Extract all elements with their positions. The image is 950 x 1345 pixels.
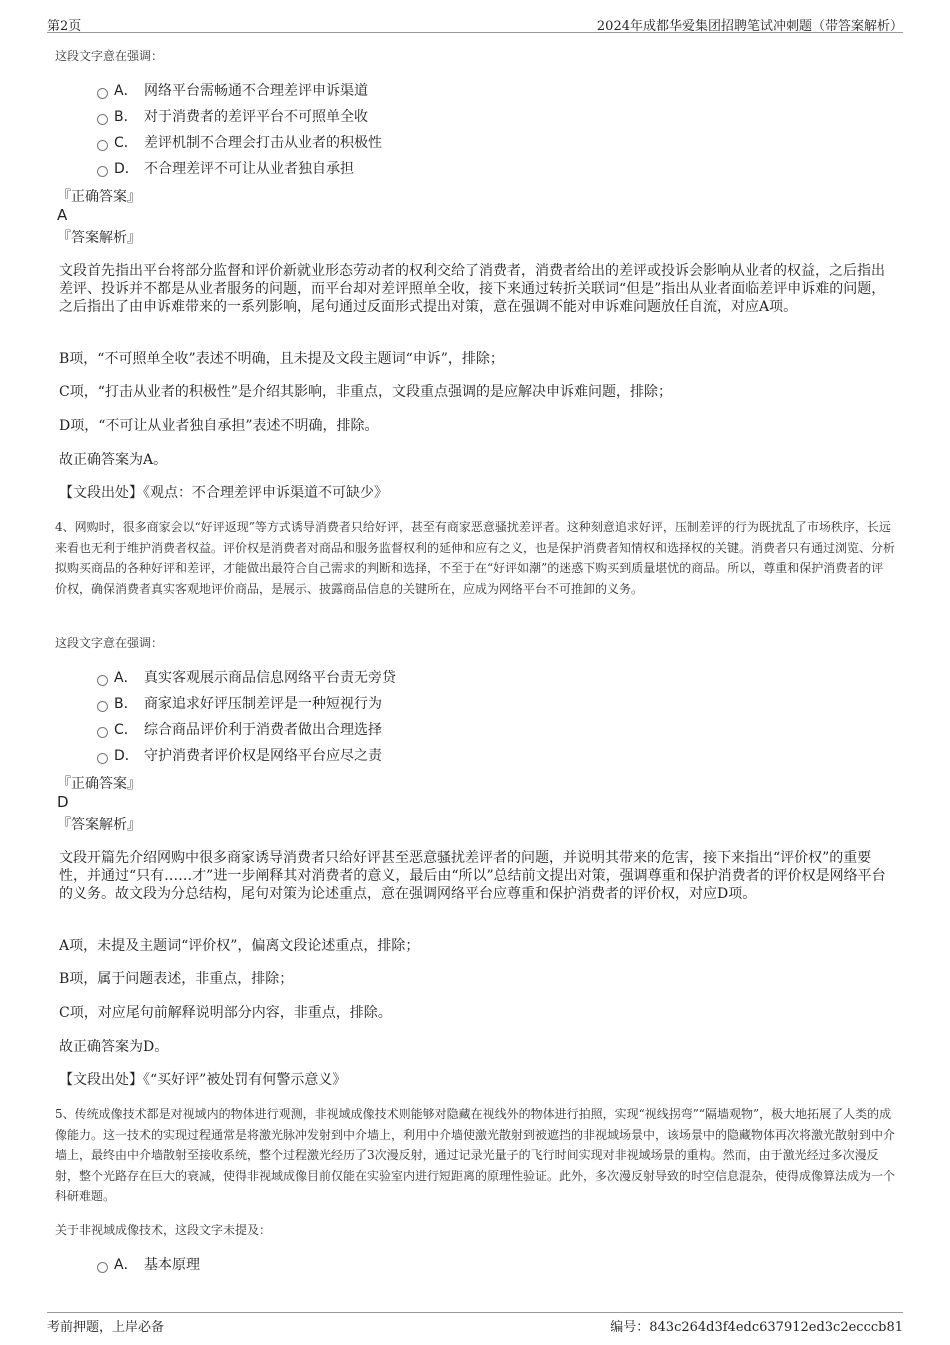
- question-passage: 5、传统成像技术都是对视域内的物体进行观测，非视域成像技术则能够对隐藏在视线外的物体进行拍照，实现“视线拐弯”“隔墙观物”，极大地拓展了人类的成像能力。这一技术的实现过程通常是将激光脉冲发射到中介墙上，利用中介墙使激光散射到被遮挡的非视域场景中，该场景中的隐藏物体再次将激光散射到中介墙上，最终由中介墙散射至接收系统，整个过程激光经历了3次漫反射，通过记录光量子的飞行时间实现对非视域场景的重构。然而，由于激光经过多次漫反射，整个光路存在巨大的衰减，使得非视域成像目前仅能在实验室内进行短距离的原理性验证。此外，多次漫反射导致的时空信息混杂，使得成像算法成为一个科研难题。: [55, 1107, 896, 1203]
- question-stem: 这段文字意在强调：: [55, 636, 164, 650]
- page-footer: [47, 1312, 903, 1335]
- page-number: 第2页: [47, 19, 82, 34]
- analysis-line: 故正确答案为A。: [59, 452, 168, 468]
- radio-icon[interactable]: [97, 753, 108, 764]
- radio-icon[interactable]: [97, 727, 108, 738]
- analysis-line: 故正确答案为D。: [59, 1039, 169, 1055]
- analysis-text: 文段首先指出平台将部分监督和评价新就业形态劳动者的权利交给了消费者，消费者给出的差评或投诉会影响从业者的权益，之后指出差评、投诉并不都是从业者服务的问题，而平台却对差评照单全收，接下来通过转折关联词“但是”指出从业者面临差评申诉难的问题，之后指出了由申诉难带来的一系列影响，尾句通过反面形式提出对策，意在强调不能对申诉难问题放任自流，对应A项。: [59, 263, 886, 315]
- radio-icon[interactable]: [97, 114, 108, 125]
- analysis-line: C项，“打击从业者的积极性”是介绍其影响，非重点，文段重点强调的是应解决申诉难问题，排除；: [59, 384, 673, 400]
- question-stem: 关于非视域成像技术，这段文字未提及：: [55, 1223, 272, 1237]
- source-citation: 【文段出处】《观点：不合理差评申诉渠道不可缺少》: [59, 485, 388, 501]
- radio-icon[interactable]: [97, 166, 108, 177]
- question-stem: 这段文字意在强调：: [55, 49, 164, 63]
- document-title: 2024年成都华爱集团招聘笔试冲刺题（带答案解析）: [596, 19, 903, 34]
- analysis-text: 文段开篇先介绍网购中很多商家诱导消费者只给好评甚至恶意骚扰差评者的问题，并说明其带来的危害，接下来指出“评价权”的重要性，并通过“只有……才”进一步阐释其对消费者的意义，最后由“所以”总结前文提出对策，强调尊重和保护消费者的评价权是网络平台的义务。故文段为分总结构，尾句对策为论述重点，意在强调网络平台应尊重和保护消费者的评价权，对应D项。: [59, 850, 886, 902]
- correct-answer: A: [57, 206, 68, 224]
- analysis-line: C项，对应尾句前解释说明部分内容，非重点，排除。: [59, 1005, 392, 1021]
- radio-icon[interactable]: [97, 675, 108, 686]
- radio-icon[interactable]: [97, 1262, 108, 1273]
- analysis-label: 『答案解析』: [57, 230, 141, 246]
- answer-label: 『正确答案』: [57, 189, 141, 205]
- answer-label: 『正确答案』: [57, 776, 141, 792]
- analysis-line: A项，未提及主题词“评价权”，偏离文段论述重点，排除；: [59, 938, 420, 954]
- footer-slogan: 考前押题，上岸必备: [47, 1320, 165, 1335]
- analysis-label: 『答案解析』: [57, 817, 141, 833]
- document-id: 编号：843c264d3f4edc637912ed3c2ecccb81: [610, 1320, 903, 1335]
- analysis-line: B项，属于问题表述，非重点，排除；: [59, 971, 294, 987]
- page-header: [47, 12, 903, 33]
- question-passage: 4、网购时，很多商家会以“好评返现”等方式诱导消费者只给好评，甚至有商家恶意骚扰差评者。这种刻意追求好评，压制差评的行为既扰乱了市场秩序，长远来看也无利于维护消费者权益。评价权是消费者对商品和服务监督权利的延伸和应有之义，也是保护消费者知情权和选择权的关键。消费者只有通过浏览、分析拟购买商品的各种好评和差评，才能做出最符合自己需求的判断和选择，不至于在“好评如潮”的迷惑下购买到质量堪忧的商品。所以，尊重和保护消费者的评价权，确保消费者真实客观地评价商品，是展示、披露商品信息的关键所在，应成为网络平台不可推卸的义务。: [55, 520, 896, 596]
- analysis-line: B项，“不可照单全收”表述不明确，且未提及文段主题词“申诉”，排除；: [59, 351, 504, 367]
- radio-icon[interactable]: [97, 88, 108, 99]
- analysis-line: D项，“不可让从业者独自承担”表述不明确，排除。: [59, 418, 379, 434]
- radio-icon[interactable]: [97, 140, 108, 151]
- source-citation: 【文段出处】《“买好评”被处罚有何警示意义》: [59, 1072, 347, 1088]
- correct-answer: D: [57, 793, 69, 811]
- radio-icon[interactable]: [97, 701, 108, 712]
